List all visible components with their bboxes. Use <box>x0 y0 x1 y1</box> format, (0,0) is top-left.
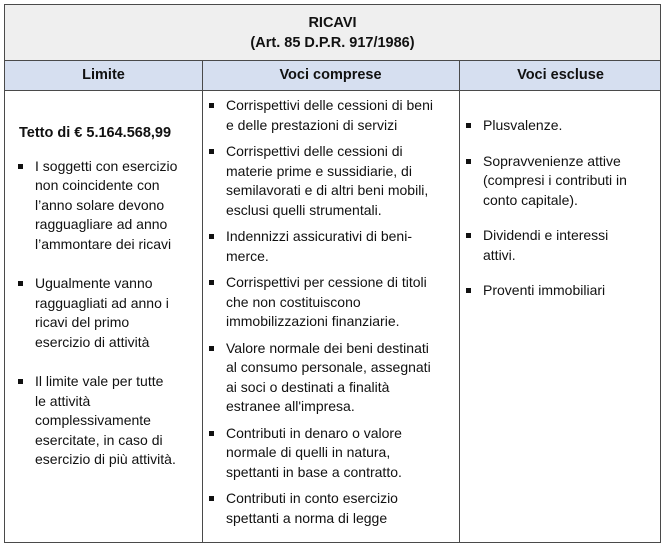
item-text-line: Contributi in conto esercizio <box>226 490 398 506</box>
list-item <box>459 226 662 265</box>
limite-list <box>5 157 202 470</box>
list-item <box>5 372 202 470</box>
item-text-line: Plusvalenze. <box>483 117 563 133</box>
item-text-line: Contributi in denaro o valore <box>226 424 402 441</box>
item-text-line: non coincidente con <box>35 177 160 193</box>
header-voci-escluse: Voci escluse <box>517 67 604 83</box>
item-text-line: Corrispettivi per cessione di titoli <box>226 274 427 290</box>
item-text-line: esercitate, in caso di <box>35 431 163 448</box>
list-item <box>202 273 459 332</box>
title-line-2: (Art. 85 D.P.R. 917/1986) <box>250 35 415 51</box>
item-text-line: immobilizzazioni finanziarie. <box>226 313 400 329</box>
item-text-line: Valore normale dei beni destinati <box>226 339 429 356</box>
item-text-line: l’ammontare dei ricavi <box>35 235 172 252</box>
bullet-icon <box>18 379 23 384</box>
list-item <box>459 281 662 301</box>
item-text-line: (compresi i contributi in <box>483 172 627 188</box>
list-item <box>202 227 459 266</box>
header-row <box>5 61 660 91</box>
list-item <box>202 489 459 528</box>
item-text-line: le attività <box>35 392 91 409</box>
item-text-line: spettanti a norma di legge <box>226 509 388 526</box>
item-text-line: merce. <box>226 247 269 264</box>
list-item <box>5 157 202 255</box>
item-text-line: che non costituiscono <box>226 293 361 310</box>
bullet-icon <box>209 280 214 285</box>
bullet-icon <box>209 346 214 351</box>
item-text-line: ai soci o destinati a finalità <box>226 378 390 395</box>
bullet-icon <box>209 431 214 436</box>
bullet-icon <box>18 281 23 286</box>
list-item <box>202 142 459 220</box>
item-text-line: esercizio di più attività. <box>35 451 176 467</box>
item-text-line: Corrispettivi delle cessioni di <box>226 143 403 159</box>
bullet-icon <box>209 234 214 239</box>
item-text-line: conto capitale). <box>483 191 578 208</box>
ricavi-table <box>4 4 661 543</box>
list-item <box>202 424 459 483</box>
item-text-line: Il limite vale per tutte <box>35 373 164 389</box>
item-text-line: estranee all'impresa. <box>226 398 355 414</box>
item-text-line: l’anno solare devono <box>35 196 165 213</box>
list-item <box>202 339 459 417</box>
item-text-line: spettanti in base a contratto. <box>226 463 402 480</box>
voci-comprese-cell <box>202 91 459 542</box>
header-voci-comprese: Voci comprese <box>279 67 382 83</box>
item-text-line: normale di quelli in natura, <box>226 444 391 460</box>
item-text-line: esercizio di attività <box>35 333 150 350</box>
list-item <box>5 274 202 352</box>
title-line-1: RICAVI <box>308 15 357 31</box>
bullet-icon <box>209 103 214 108</box>
item-text-line: I soggetti con esercizio <box>35 157 178 174</box>
voci-escluse-cell <box>459 91 662 542</box>
item-text-line: Proventi immobiliari <box>483 282 606 298</box>
limite-threshold: Tetto di € 5.164.568,99 <box>19 125 172 141</box>
bullet-icon <box>466 288 471 293</box>
item-text-line: materie prime e sussidiarie, di <box>226 162 412 179</box>
item-text-line: Corrispettivi delle cessioni di beni <box>226 97 433 113</box>
item-text-line: ricavi del primo <box>35 314 130 330</box>
item-text-line: semilavorati e di altri beni mobili, <box>226 182 429 198</box>
list-item <box>459 152 662 211</box>
item-text-line: esclusi quelli strumentali. <box>226 201 382 218</box>
item-text-line: complessivamente <box>35 412 151 428</box>
item-text-line: Dividendi e interessi <box>483 227 609 243</box>
voci-comprese-list <box>202 96 459 528</box>
item-text-line: e delle prestazioni di servizi <box>226 116 398 133</box>
bullet-icon <box>466 159 471 164</box>
bullet-icon <box>209 149 214 154</box>
list-item <box>459 116 662 136</box>
limite-cell <box>5 91 202 542</box>
bullet-icon <box>209 496 214 501</box>
item-text-line: attivi. <box>483 246 516 263</box>
header-limite: Limite <box>82 67 125 83</box>
table-title <box>5 5 660 61</box>
item-text-line: ragguagliare ad anno <box>35 216 168 232</box>
list-item <box>202 96 459 135</box>
bullet-icon <box>18 164 23 169</box>
item-text-line: Sopravvenienze attive <box>483 152 621 169</box>
item-text-line: Ugualmente vanno <box>35 275 153 291</box>
item-text-line: ragguagliati ad anno i <box>35 294 169 311</box>
bullet-icon <box>466 233 471 238</box>
voci-escluse-list <box>459 116 662 301</box>
bullet-icon <box>466 123 471 128</box>
item-text-line: Indennizzi assicurativi di beni- <box>226 228 412 244</box>
item-text-line: al consumo personale, assegnati <box>226 359 431 375</box>
